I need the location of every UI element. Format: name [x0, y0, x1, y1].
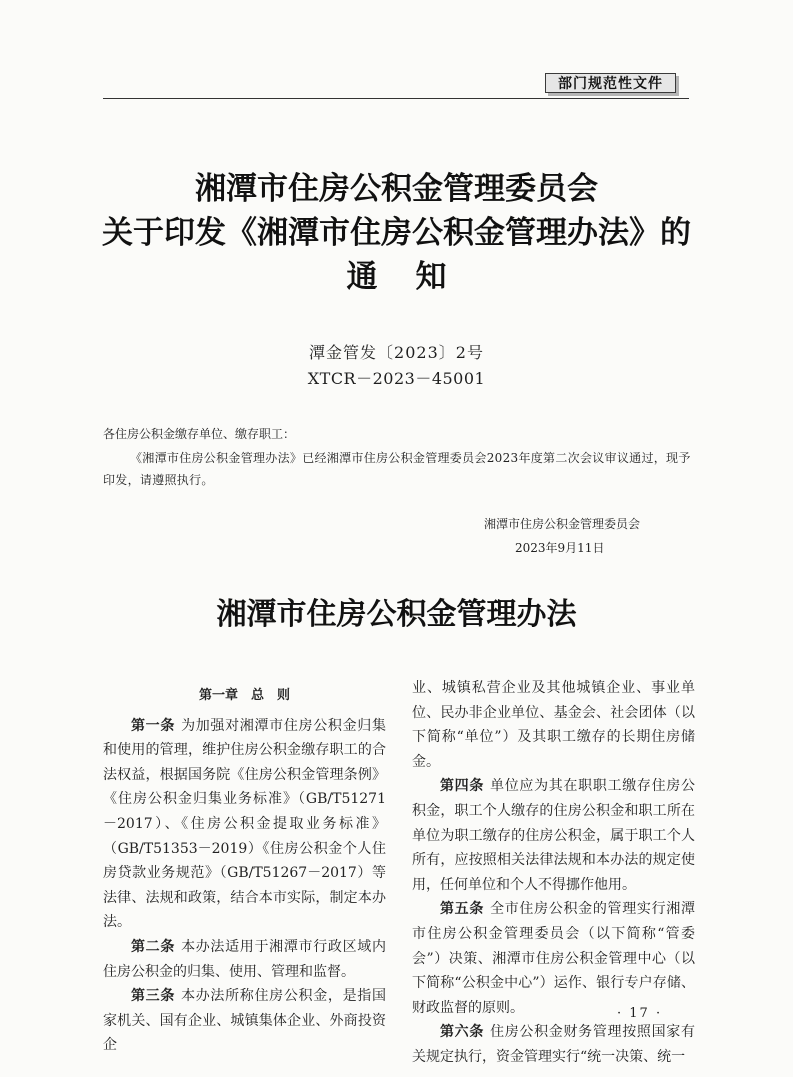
notice-signature: 湘潭市住房公积金管理委员会: [483, 517, 640, 531]
notice-title-line-3: 通知: [346, 259, 485, 295]
article-label: 第四条: [440, 778, 485, 795]
article-3: [103, 984, 386, 1058]
article-label: 第五条: [440, 901, 485, 918]
article-1: [103, 714, 386, 935]
page-number: · 17 ·: [617, 1006, 663, 1021]
article-4: [412, 774, 695, 897]
article-2: [103, 935, 386, 984]
article-text: 本办法所称住房公积金，是指国家机关、国有企业、城镇集体企业、外商投资企: [103, 988, 386, 1054]
article-text: 全市住房公积金的管理实行湘潭市住房公积金管理委员会（以下简称“管委会”）决策、湘潭市住房公积金管理中心（以下简称“公积金中心”）运作、银行专户存储、财政监督的原则。: [412, 901, 695, 1016]
notice-body: 《湘潭市住房公积金管理办法》已经湘潭市住房公积金管理委员会2023年度第二次会议审议通过，现予印发，请遵照执行。: [103, 451, 691, 487]
notice-addressee: 各住房公积金缴存单位、缴存职工：: [103, 427, 296, 441]
regulation-title: 湘潭市住房公积金管理办法: [216, 597, 577, 632]
header-rule: [103, 98, 689, 99]
article-label: 第三条: [131, 988, 176, 1005]
document-code: XTCR－2023－45001: [307, 369, 486, 388]
article-text: 住房公积金财务管理按照国家有关规定执行，资金管理实行“统一决策、统一: [412, 1024, 695, 1065]
article-label: 第六条: [440, 1024, 485, 1041]
left-column: [103, 676, 386, 1058]
chapter-heading: 第一章 总 则: [198, 688, 290, 703]
article-6: [412, 1020, 695, 1069]
notice-date: 2023年9月11日: [515, 541, 605, 555]
notice-title-line-1: 湘潭市住房公积金管理委员会: [195, 171, 598, 207]
article-label: 第二条: [131, 938, 176, 955]
article-text: 单位应为其在职职工缴存住房公积金，职工个人缴存的住房公积金和职工所在单位为职工缴存的住房公积金，属于职工个人所有，应按照相关法律法规和本办法的规定使用，任何单位和个人不得挪作他用。: [412, 778, 695, 893]
article-5: [412, 897, 695, 1020]
document-number: 潭金管发〔2023〕2号: [309, 343, 484, 362]
article-3-continued: 业、城镇私营企业及其他城镇企业、事业单位、民办非企业单位、基金会、社会团体（以下简称“单位”）及其职工缴存的长期住房储金。: [412, 680, 695, 770]
article-label: 第一条: [131, 717, 176, 734]
notice-title-line-2: 关于印发《湘潭市住房公积金管理办法》的: [102, 215, 691, 251]
section-tag: 部门规范性文件: [545, 73, 676, 93]
article-text: 本办法适用于湘潭市行政区域内住房公积金的归集、使用、管理和监督。: [103, 938, 386, 980]
article-text: 为加强对湘潭市住房公积金归集和使用的管理，维护住房公积金缴存职工的合法权益，根据国务院《住房公积金管理条例》《住房公积金归集业务标准》（GB/T51271－2017）、《住房公积金提取业务标准》（GB/T51353－2019）《住房公积金个人住房贷款业务规范》（GB/T51267－2017）等法律、法规和政策，结合本市实际，制定本办法。: [103, 717, 386, 931]
